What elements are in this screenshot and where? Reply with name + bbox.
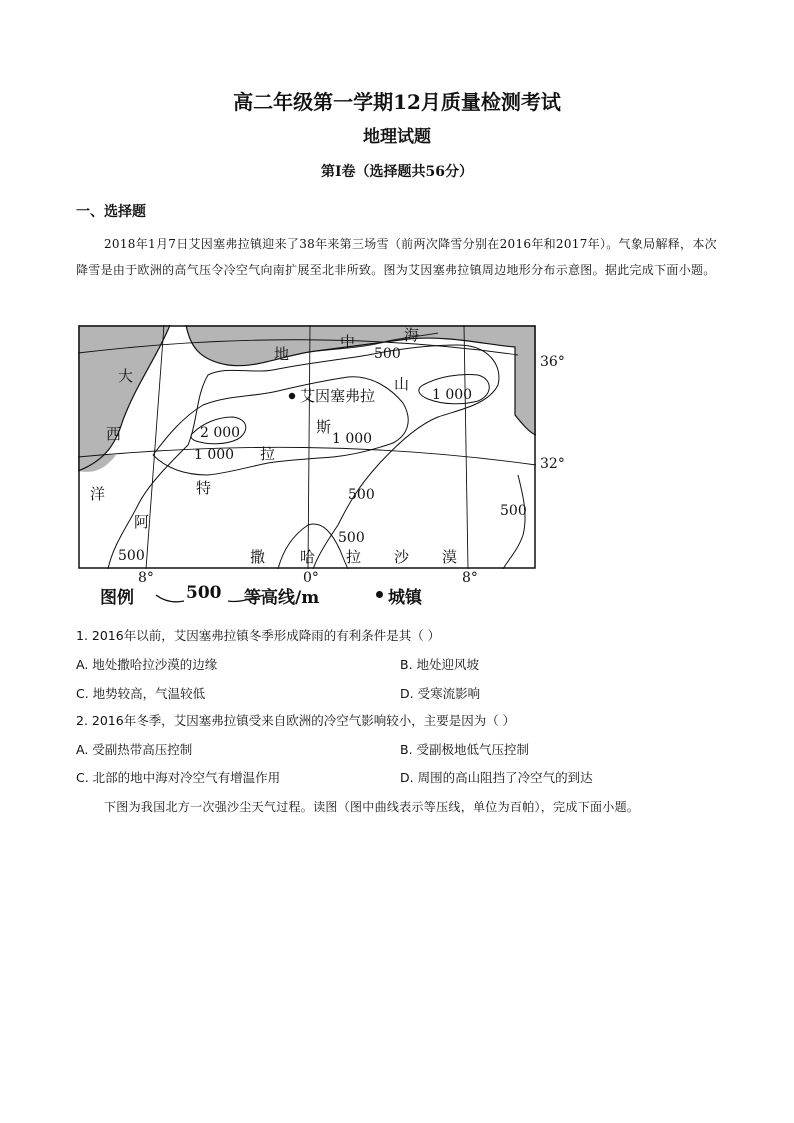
atlantic-ocean-area — [78, 325, 170, 471]
contour-500-east — [503, 475, 525, 569]
desert-label-4: 沙 — [394, 548, 410, 566]
mountain-label-3: 拉 — [260, 445, 276, 463]
question-1-option-a: A. 地处撒哈拉沙漠的边缘 — [76, 657, 218, 672]
lon-label-west: 8° — [138, 570, 154, 586]
town-dot — [289, 393, 295, 399]
question-2-option-a: A. 受副热带高压控制 — [76, 742, 193, 757]
desert-label-3: 拉 — [346, 548, 362, 566]
question-2-option-d: D. 周围的高山阻挡了冷空气的到达 — [400, 770, 593, 785]
legend-contour-value: 500 — [186, 583, 222, 603]
contour-label-1000-west: 1 000 — [194, 447, 235, 463]
question-2-option-c: C. 北部的地中海对冷空气有增温作用 — [76, 770, 281, 785]
town-label: 艾因塞弗拉 — [300, 387, 376, 405]
atlantic-ocean-area-2 — [78, 455, 116, 472]
sea-label-2: 中 — [340, 333, 356, 351]
sea-label-3: 海 — [404, 326, 420, 344]
ocean-label-3: 洋 — [90, 485, 106, 503]
legend-contour-text: 等高线/m — [244, 588, 320, 608]
question-2-option-b: B. 受副极地低气压控制 — [400, 742, 530, 757]
question-1-option-d: D. 受寒流影响 — [400, 686, 481, 701]
exam-subtitle: 地理试题 — [363, 127, 431, 147]
intro-paragraph-2: 下图为我国北方一次强沙尘天气过程。读图（图中曲线表示等压线，单位为百帕），完成下面小题。 — [104, 800, 640, 814]
lon-label-0: 0° — [303, 570, 319, 586]
lat-label-36: 36° — [540, 354, 565, 370]
contour-label-1000-mid: 1 000 — [332, 431, 373, 447]
legend-title: 图例 — [100, 588, 134, 608]
mountain-label-5: 山 — [394, 375, 410, 393]
ocean-label-2: 西 — [106, 425, 122, 443]
desert-label-1: 撒 — [250, 548, 266, 566]
contour-label-500-south: 500 — [338, 530, 365, 546]
lon-east — [464, 325, 468, 569]
mountain-label-2: 特 — [196, 479, 212, 497]
contour-500-outer — [108, 345, 499, 569]
desert-label-5: 漠 — [442, 548, 458, 566]
contour-label-1000-east: 1 000 — [432, 387, 473, 403]
mountain-label-4: 斯 — [316, 418, 332, 436]
lat-32 — [78, 447, 536, 465]
contour-label-500-top: 500 — [374, 346, 401, 362]
intro-paragraph-1: 2018年1月7日艾因塞弗拉镇迎来了38年来第三场雪（前两次降雪分别在2016年和2017年）。气象局解释，本次降雪是由于欧洲的高气压令冷空气向南扩展至北非所致。图为艾因塞弗拉镇周边地形分布示意图。据此完成下面小题。 — [76, 237, 717, 277]
question-1-option-c: C. 地势较高，气温较低 — [76, 686, 206, 701]
question-1-stem: 1. 2016年以前，艾因塞弗拉镇冬季形成降雨的有利条件是其（ ） — [76, 628, 441, 643]
desert-label-2: 哈 — [300, 548, 316, 566]
lon-0 — [308, 325, 310, 569]
volume-heading: 第Ⅰ卷（选择题共56分） — [320, 164, 474, 180]
sea-label-1: 地 — [274, 345, 290, 363]
legend-town-dot — [376, 591, 383, 598]
lon-label-east: 8° — [462, 570, 478, 586]
contour-label-500-mid: 500 — [348, 487, 375, 503]
exam-title: 高二年级第一学期12月质量检测考试 — [233, 90, 561, 114]
lat-label-32: 32° — [540, 456, 565, 472]
mountain-label-1: 阿 — [134, 513, 150, 531]
contour-label-2000: 2 000 — [200, 425, 241, 441]
question-1-option-b: B. 地处迎风坡 — [400, 657, 480, 672]
contour-label-500-sw: 500 — [118, 548, 145, 564]
terrain-map — [78, 325, 536, 569]
contour-label-500-east: 500 — [500, 503, 527, 519]
ocean-label-1: 大 — [118, 367, 134, 385]
question-2-stem: 2. 2016年冬季，艾因塞弗拉镇受来自欧洲的冷空气影响较小，主要是因为（ ） — [76, 713, 516, 728]
legend-town-text: 城镇 — [388, 588, 422, 608]
section-heading: 一、选择题 — [76, 204, 146, 220]
